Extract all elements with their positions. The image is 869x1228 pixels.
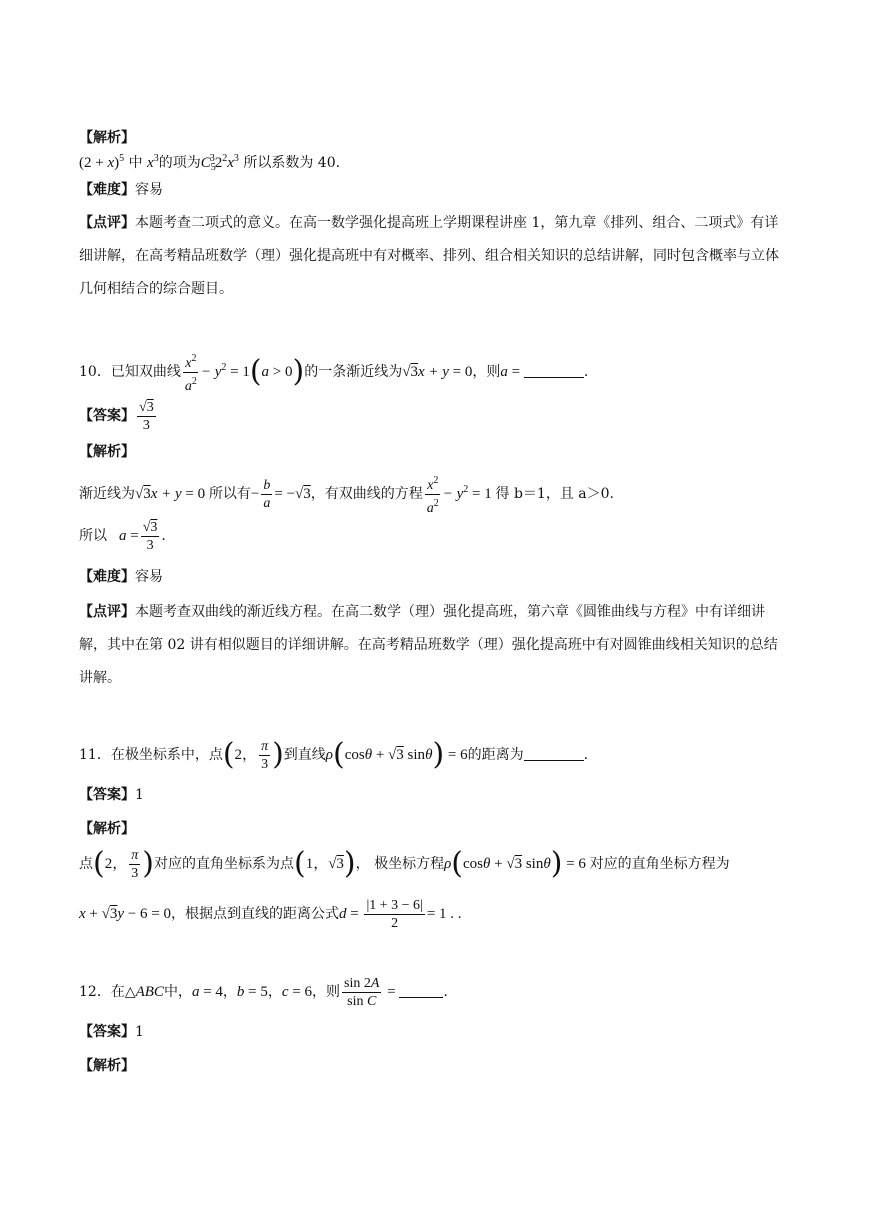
q9-analysis-line: $(2 + x)^5$ 中 $x^3$的项为$C_5^32^2x^3$ 所以系数为 40. [79, 153, 341, 173]
q11-answer: 【答案】1 [79, 787, 144, 803]
q9-analysis-label: 【解析】 [79, 130, 135, 146]
q12-analysis-label: 【解析】 [79, 1058, 135, 1074]
q11-answer-blank [524, 760, 584, 761]
q10-answer: 【答案】 $\frac{√3}{3}$ [79, 399, 154, 433]
q10-analysis-label: 【解析】 [79, 444, 135, 460]
q12-answer: 【答案】1 [79, 1024, 144, 1040]
q12-answer-blank [399, 997, 443, 998]
q12-stem: 12．在△ABC中，a = 4，b = 5，c = 6，则 $\frac{\sin 2A}{\text{sin C}}$ = . [79, 975, 448, 1009]
q10-analysis-line2: 所以 a = $\frac{√3}{3}$ . [79, 519, 166, 553]
q10-stem: 10．已知双曲线 $\frac{x^2}{a^2}$ − $y^2 = 1(a > 0)$的一条渐近线为√3x + y = 0，则a = . [79, 346, 588, 395]
q11-analysis-line1: 点(2， $\frac{\pi}{3}$ )对应的直角坐标系为点(1，√3)， 极坐标方程ρ(cosθ + √3 sinθ) = 6 对应的直角坐标方程为 [79, 846, 730, 881]
q10-answer-blank [524, 377, 584, 378]
q10-difficulty: 【难度】容易 [79, 569, 163, 585]
q10-comment: 【点评】本题考查双曲线的渐近线方程。在高二数学（理）强化提高班，第六章《圆锥曲线与方程》中有详细讲解，其中在第 02 讲有相似题目的详细讲解。在高考精品班数学（理）强化提高班中有对圆锥曲线相关知识的总结讲解。 [79, 604, 778, 686]
q11-analysis-label: 【解析】 [79, 821, 135, 837]
q10-analysis-line1: 渐近线为√3x + y = 0 所以有− $\frac{b}{a}$ = −√3，有双曲线的方程 $\frac{x^2}{a^2}$ − $y^2 = 1$ 得 b＝1，且 a＞0. [79, 470, 614, 517]
q11-analysis-line2: x + √3y − 6 = 0，根据点到直线的距离公式d = $\frac{|1 + 3 - 6|}{2}$ = 1 . . [79, 897, 462, 931]
q9-difficulty: 【难度】容易 [79, 182, 163, 198]
q11-stem: 11．在极坐标系中，点(2， $\frac{\pi}{3}$ )到直线ρ(cosθ + √3 sinθ) = 6的距离为 . [79, 737, 589, 772]
q9-comment: 【点评】本题考查二项式的意义。在高一数学强化提高班上学期课程讲座 1，第九章《排列、组合、二项式》有详细讲解，在高考精品班数学（理）强化提高班中有对概率、排列、组合相关知识的总结讲解，同时包含概率与立体几何相结合的综合题目。 [79, 215, 779, 297]
